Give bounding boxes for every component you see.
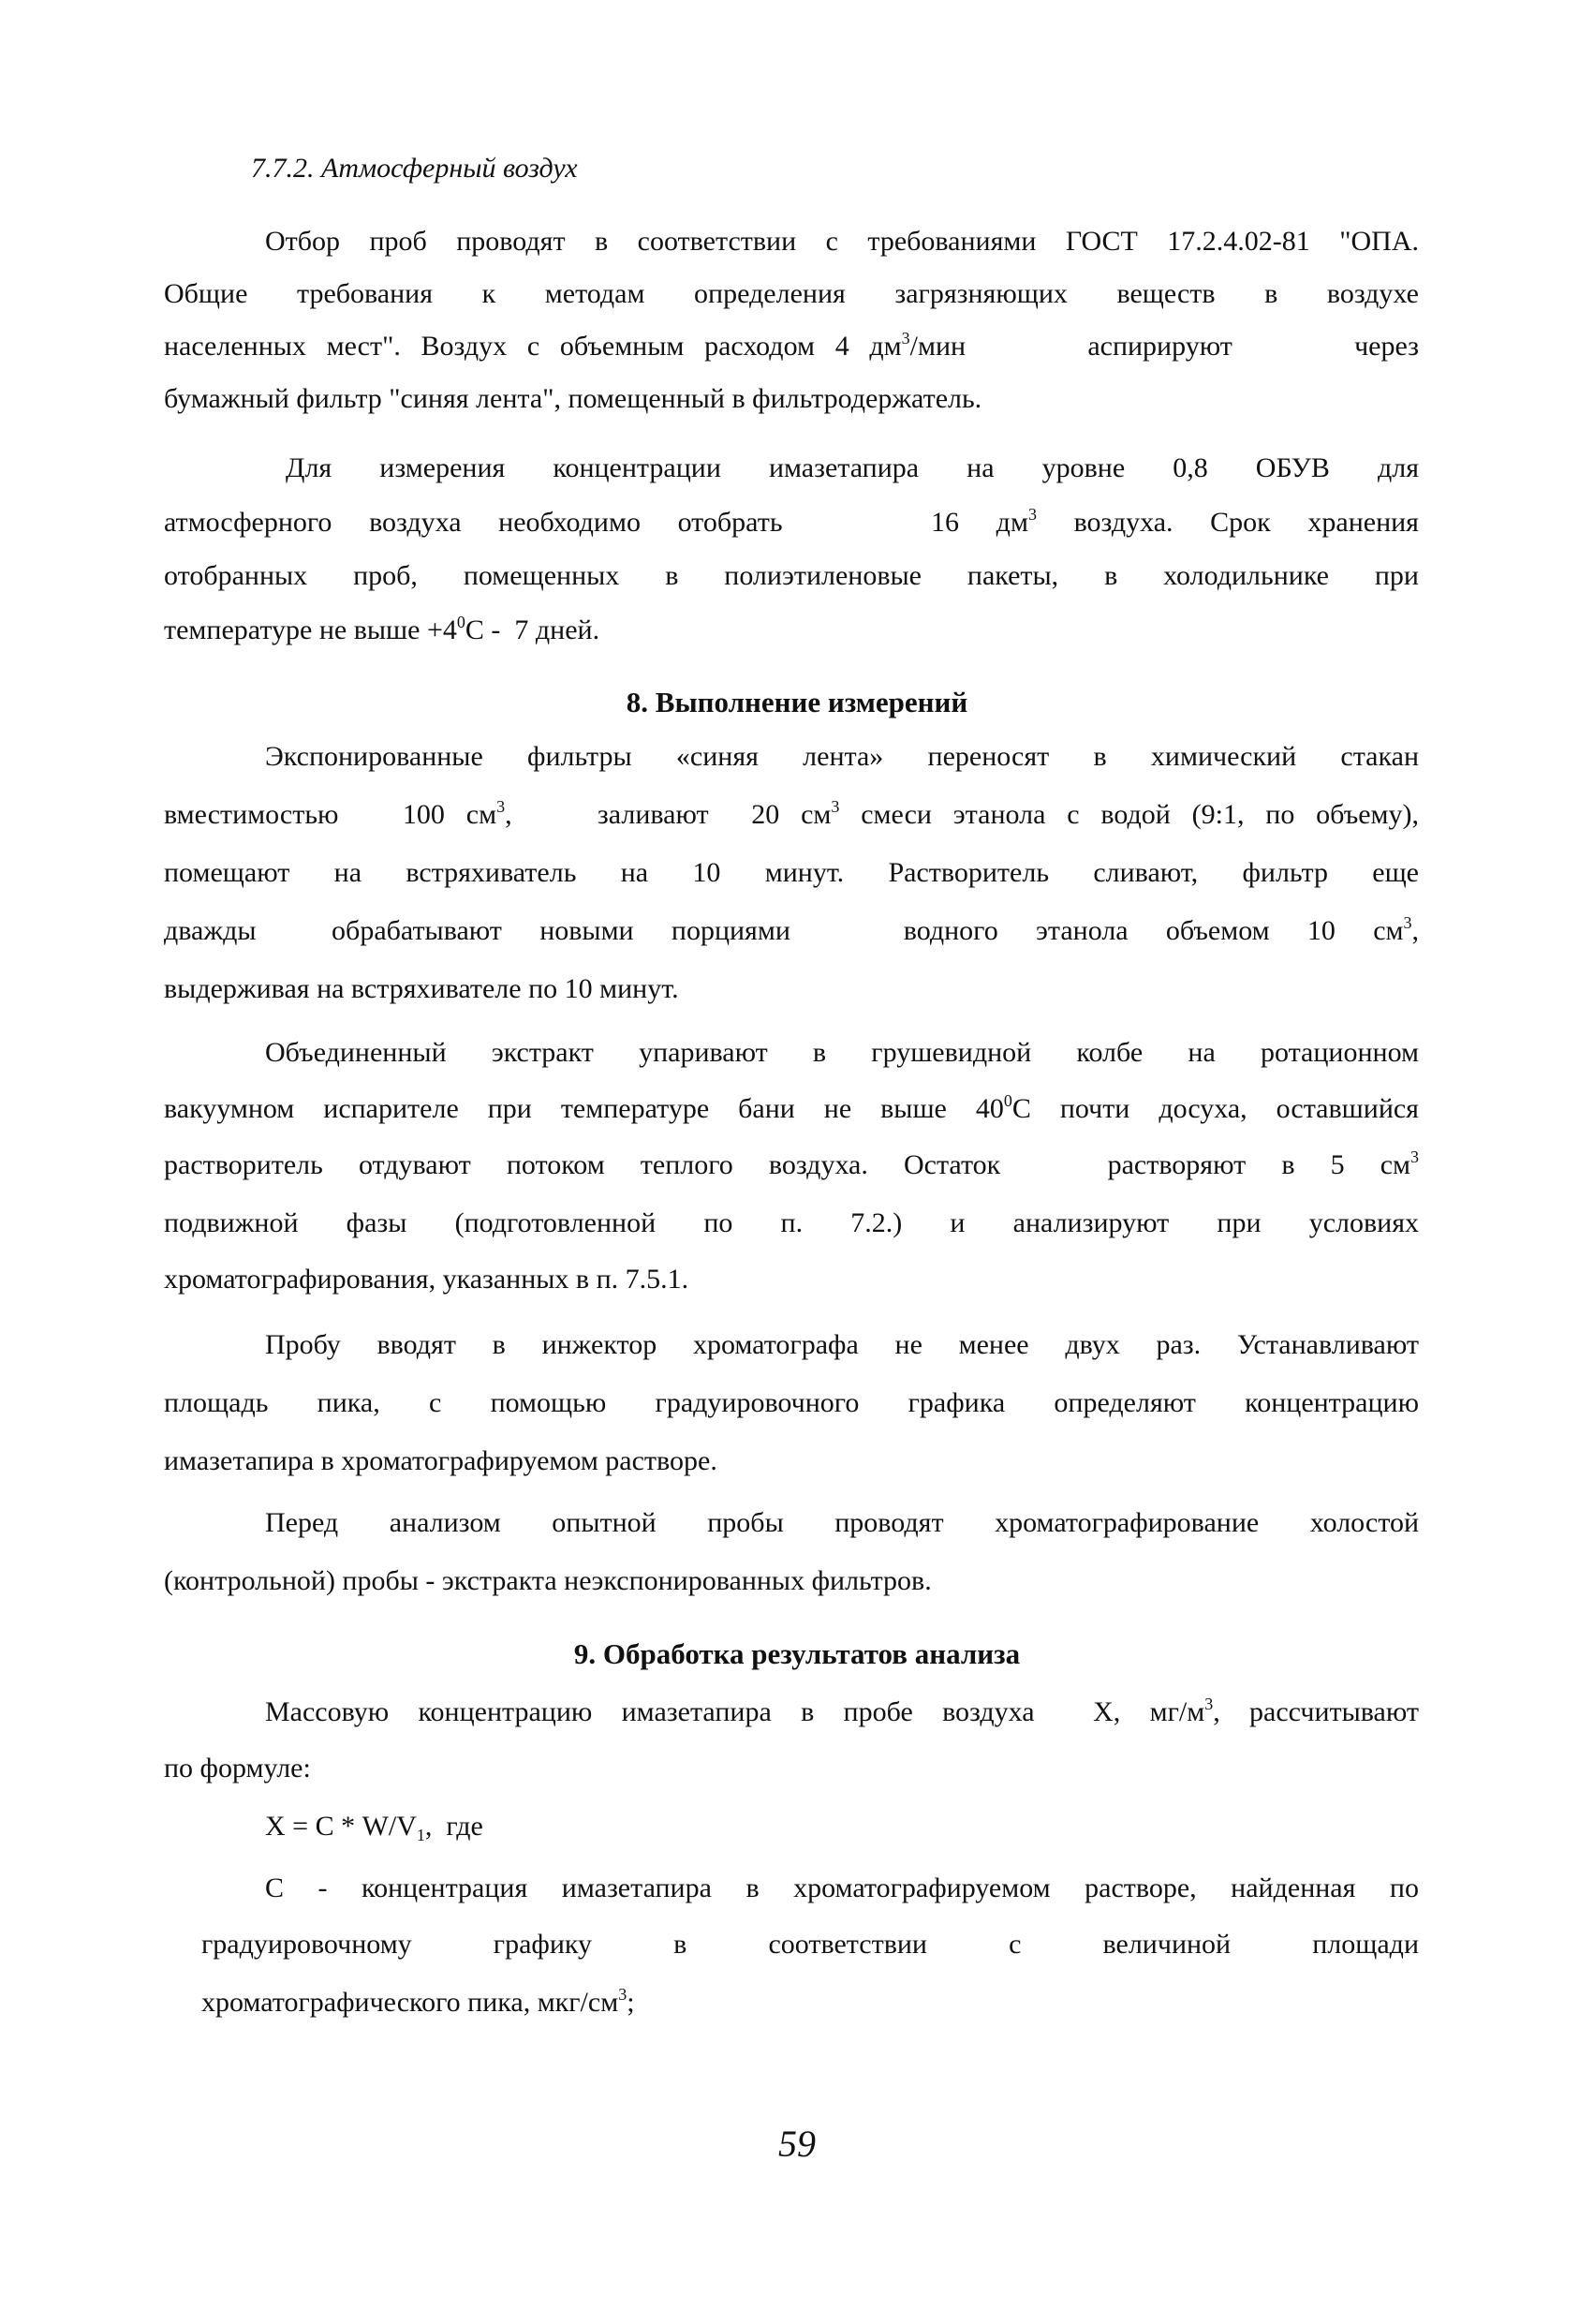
paragraph-line: Перед анализом опытной пробы проводят хроматографирование холостой [265, 1507, 1419, 1538]
section-7-7-2-title: 7.7.2. Атмосферный воздух [251, 153, 578, 184]
paragraph-line: Общие требования к методам определения загрязняющих веществ в воздухе [164, 278, 1419, 309]
paragraph-line: хроматографического пика, мкг/$см^3$; [201, 1985, 635, 2018]
paragraph-line: вакуумном испарителе при температуре бани не выше $40^0С$ почти досуха, оставшийся [164, 1091, 1419, 1124]
paragraph-line: Экспонированные фильтры «синяя лента» переносят в химический стакан [265, 741, 1419, 772]
paragraph-line: дважды обрабатывают новыми порциями водного этанола объемом 10 $см^3$, [164, 913, 1419, 946]
paragraph-line: населенных мест". Воздух с объемным расходом 4 $дм^3$/мин аспирируют через [164, 329, 1420, 362]
paragraph-line: Массовую концентрацию имазетапира в пробе воздуха Х, $мг/м^3$, рассчитывают [265, 1695, 1419, 1727]
page-number: 59 [778, 2123, 816, 2165]
paragraph-line: растворитель отдувают потоком теплого воздуха. Остаток растворяют в 5 $см^3$ [164, 1147, 1419, 1180]
paragraph-line: хроматографирования, указанных в п. 7.5.1. [164, 1264, 689, 1295]
formula: $Х = С * W/V_1$, где [265, 1811, 483, 1844]
section-9-title: 9. Обработка результатов анализа [573, 1637, 1021, 1670]
paragraph-line: вместимостью 100 $см^3$, заливают 20 $см^3$ смеси этанола с водой (9:1, по объему), [164, 797, 1420, 830]
paragraph-line: атмосферного воздуха необходимо отобрать 16 $дм^3$ воздуха. Срок хранения [164, 505, 1419, 538]
paragraph-line: по формуле: [164, 1753, 311, 1784]
paragraph-line: Объединенный экстракт упаривают в грушевидной колбе на ротационном [265, 1037, 1419, 1068]
paragraph-line: имазетапира в хроматографируемом растворе. [164, 1445, 717, 1476]
paragraph-line: площадь пика, с помощью градуировочного графика определяют концентрацию [164, 1387, 1419, 1418]
paragraph-line: Отбор проб проводят в соответствии с требованиями ГОСТ 17.2.4.02-81 "ОПА. [265, 226, 1419, 257]
paragraph-line: Пробу вводят в инжектор хроматографа не менее двух раз. Устанавливают [265, 1329, 1419, 1360]
paragraph-line: С - концентрация имазетапира в хроматографируемом растворе, найденная по [265, 1873, 1419, 1903]
paragraph-line: выдерживая на встряхивателе по 10 минут. [164, 973, 679, 1004]
section-8-title: 8. Выполнение измерений [626, 686, 968, 718]
paragraph-line: (контрольной) пробы - экстракта неэкспонированных фильтров. [164, 1565, 932, 1596]
paragraph-line: отобранных проб, помещенных в полиэтиленовые пакеты, в холодильнике при [164, 560, 1419, 591]
paragraph-line: градуировочному графику в соответствии с величиной площади [201, 1929, 1419, 1960]
paragraph-line: подвижной фазы (подготовленной по п. 7.2.) и анализируют при условиях [164, 1207, 1419, 1238]
paragraph-line: Для измерения концентрации имазетапира на уровне 0,8 ОБУВ для [286, 452, 1419, 483]
paragraph-line: помещают на встряхиватель на 10 минут. Растворитель сливают, фильтр еще [164, 857, 1419, 888]
paragraph-line: бумажный фильтр "синяя лента", помещенный в фильтродержатель. [164, 383, 982, 414]
paragraph-line: температуре не выше $+4^0С - 7$ дней. [164, 613, 600, 645]
